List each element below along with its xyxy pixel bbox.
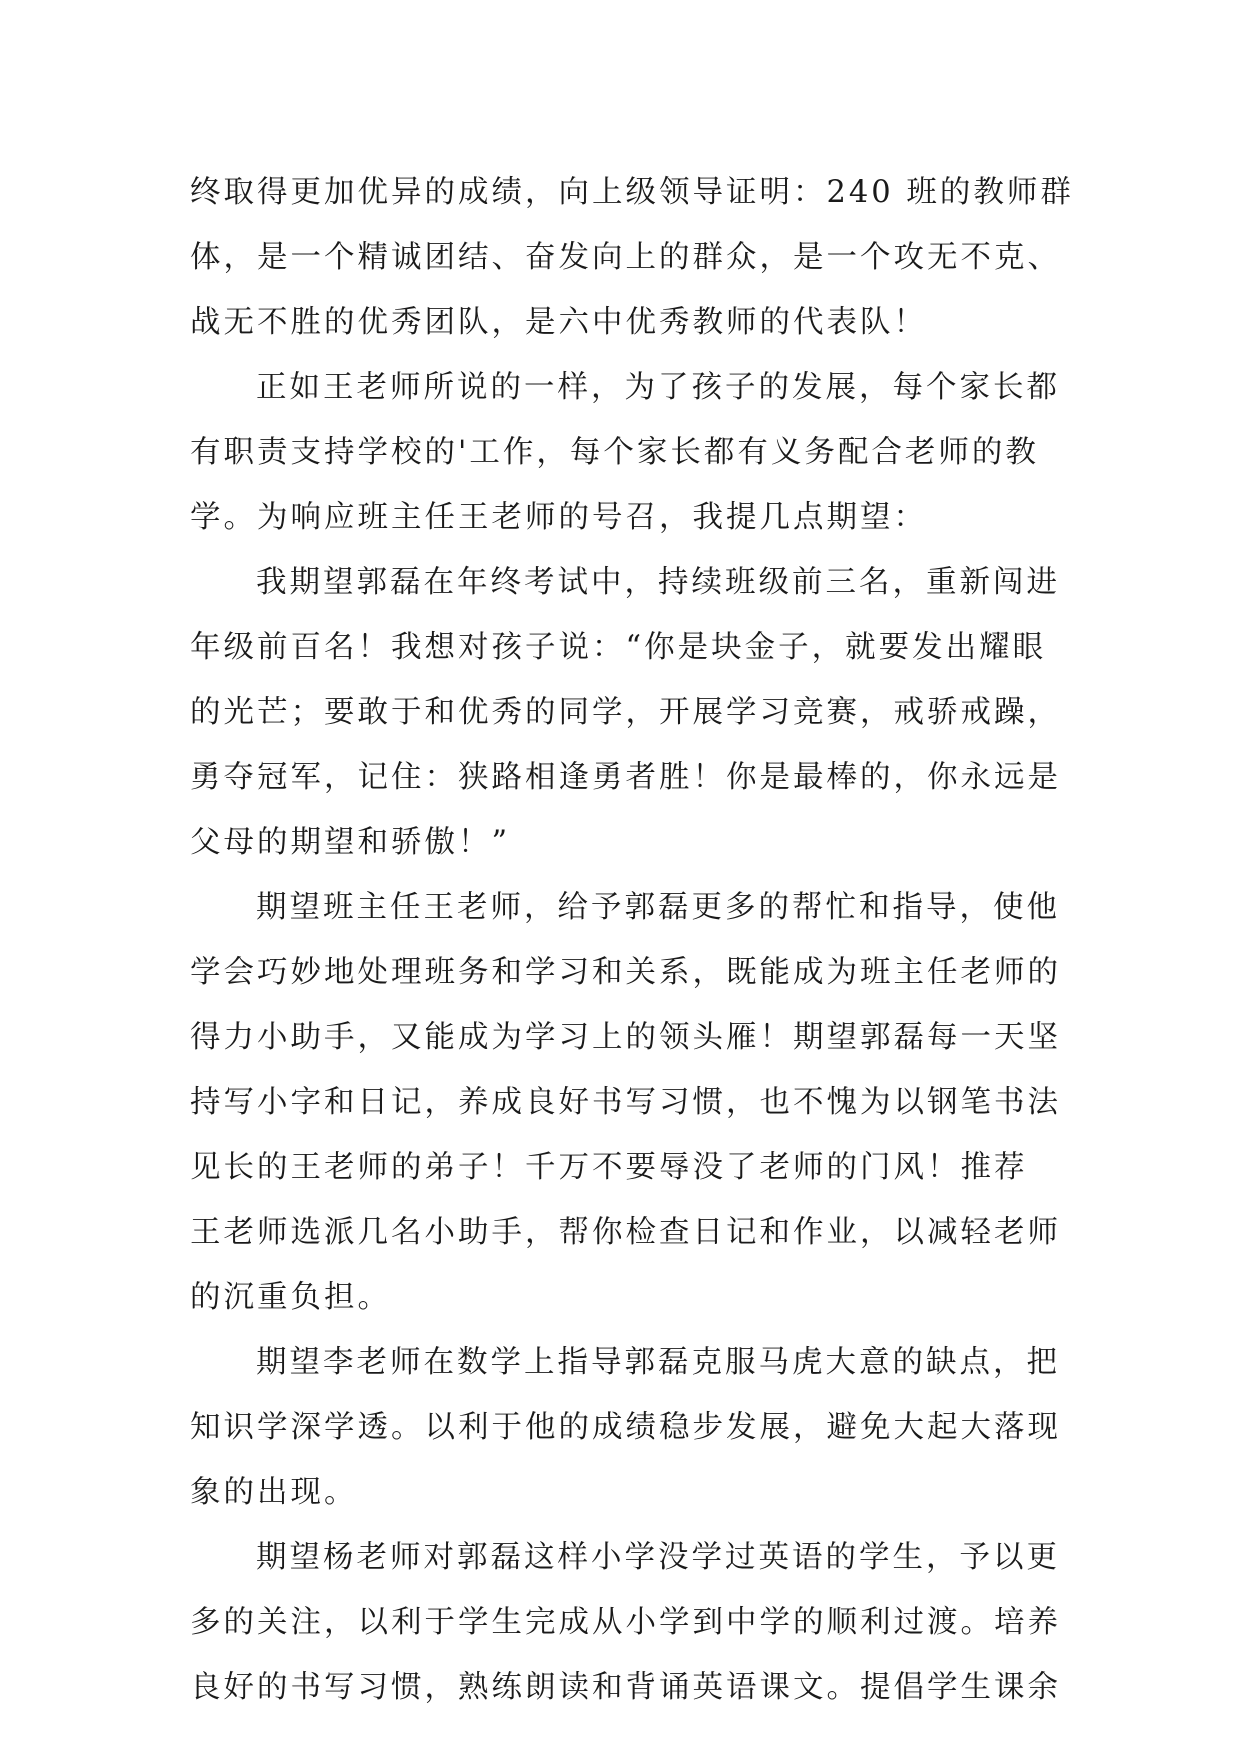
text-line: 我期望郭磊在年终考试中，持续班级前三名，重新闯进 [256, 565, 1060, 600]
text-line: 象的出现。 [190, 1475, 358, 1510]
text-line: 期望李老师在数学上指导郭磊克服马虎大意的缺点，把 [256, 1345, 1060, 1380]
text-line: 有职责支持学校的'工作，每个家长都有义务配合老师的教 [190, 435, 1039, 470]
text-line: 父母的期望和骄傲！” [190, 825, 511, 860]
text-line: 期望班主任王老师，给予郭磊更多的帮忙和指导，使他 [256, 890, 1060, 925]
text-line: 见长的王老师的弟子！千万不要辱没了老师的门风！推荐 [190, 1150, 1028, 1185]
text-line: 知识学深学透。以利于他的成绩稳步发展，避免大起大落现 [190, 1410, 1061, 1445]
text-line: 勇夺冠军，记住：狭路相逢勇者胜！你是最棒的，你永远是 [190, 760, 1061, 795]
text-line: 良好的书写习惯，熟练朗读和背诵英语课文。提倡学生课余 [190, 1670, 1061, 1705]
text-line: 的光芒；要敢于和优秀的同学，开展学习竞赛，戒骄戒躁， [190, 695, 1061, 730]
text-line: 期望杨老师对郭磊这样小学没学过英语的学生，予以更 [256, 1540, 1060, 1575]
text-line: 战无不胜的优秀团队，是六中优秀教师的代表队！ [190, 305, 927, 340]
text-line: 持写小字和日记，养成良好书写习惯，也不愧为以钢笔书法 [190, 1085, 1061, 1120]
text-line: 得力小助手，又能成为学习上的领头雁！期望郭磊每一天坚 [190, 1020, 1061, 1055]
text-line: 学。为响应班主任王老师的号召，我提几点期望： [190, 500, 927, 535]
text-line: 终取得更加优异的成绩，向上级领导证明：240 班的教师群 [190, 175, 1074, 210]
text-line: 年级前百名！我想对孩子说：“你是块金子，就要发出耀眼 [190, 630, 1047, 665]
text-line: 王老师选派几名小助手，帮你检查日记和作业，以减轻老师 [190, 1215, 1061, 1250]
text-line: 正如王老师所说的一样，为了孩子的发展，每个家长都 [256, 370, 1060, 405]
text-line: 多的关注，以利于学生完成从小学到中学的顺利过渡。培养 [190, 1605, 1061, 1640]
text-line: 体，是一个精诚团结、奋发向上的群众，是一个攻无不克、 [190, 240, 1061, 275]
document-body [190, 160, 1074, 1720]
text-line: 的沉重负担。 [190, 1280, 391, 1315]
text-line: 学会巧妙地处理班务和学习和关系，既能成为班主任老师的 [190, 955, 1061, 990]
